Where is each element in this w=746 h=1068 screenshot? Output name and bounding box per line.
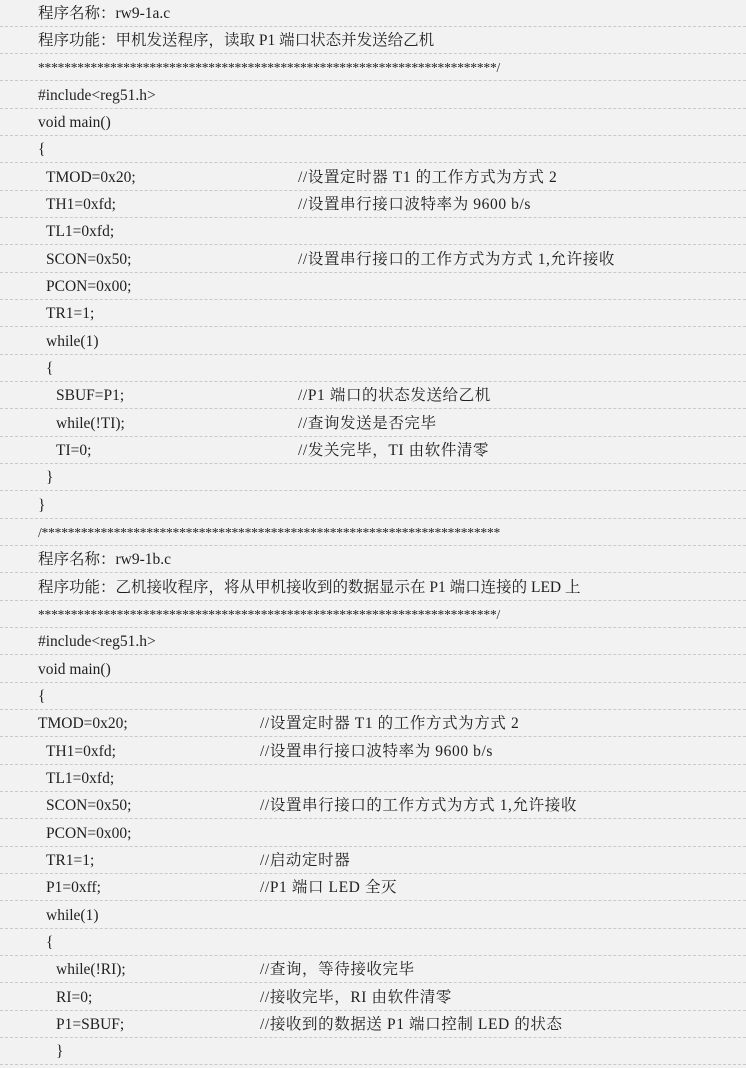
code-comment: //P1 端口的状态发送给乙机 — [298, 387, 491, 404]
code-comment: //设置定时器 T1 的工作方式为方式 2 — [260, 715, 520, 732]
code-line — [0, 218, 746, 245]
code-statement: P1=0xff; — [46, 879, 101, 896]
code-line — [0, 273, 746, 300]
code-statement: SCON=0x50; — [46, 797, 132, 814]
code-comment: //接收完毕，RI 由软件清零 — [260, 989, 452, 1006]
close-brace-line — [0, 492, 746, 519]
code-line — [0, 1011, 746, 1038]
code-statement: P1=SBUF; — [56, 1016, 125, 1033]
comment-stars-line — [0, 54, 746, 81]
code-line — [0, 956, 746, 983]
separator-line — [0, 519, 746, 546]
comment-separator: /********************************************************************** — [38, 525, 501, 540]
code-statement: { — [46, 934, 54, 951]
close-brace: } — [38, 497, 46, 514]
code-statement: TL1=0xfd; — [46, 223, 115, 240]
code-statement: TMOD=0x20; — [38, 715, 128, 732]
code-line — [0, 437, 746, 464]
open-brace-line — [0, 683, 746, 710]
code-comment: //接收到的数据送 P1 端口控制 LED 的状态 — [260, 1016, 563, 1033]
code-statement: TMOD=0x20; — [46, 169, 136, 186]
code-statement: TR1=1; — [46, 852, 95, 869]
code-line — [0, 710, 746, 737]
open-brace: { — [38, 688, 46, 705]
code-line — [0, 847, 746, 874]
code-line — [0, 765, 746, 792]
code-line — [0, 246, 746, 273]
code-line — [0, 1038, 746, 1065]
code-statement: SCON=0x50; — [46, 251, 132, 268]
code-line — [0, 738, 746, 765]
code-statement: TR1=1; — [46, 305, 95, 322]
code-statement: while(1) — [46, 333, 99, 350]
code-statement: while(!RI); — [56, 961, 126, 978]
open-brace: { — [38, 141, 46, 158]
code-line — [0, 355, 746, 382]
code-statement: PCON=0x00; — [46, 278, 132, 295]
code-comment: //查询，等待接收完毕 — [260, 961, 415, 978]
code-statement: { — [46, 360, 54, 377]
code-statement: while(!TI); — [56, 415, 125, 432]
code-comment: //设置定时器 T1 的工作方式为方式 2 — [298, 169, 558, 186]
code-line — [0, 382, 746, 409]
code-comment: //查询发送是否完毕 — [298, 415, 437, 432]
code-statement: RI=0; — [56, 989, 93, 1006]
include-directive: #include<reg51.h> — [38, 87, 156, 104]
code-statement: while(1) — [46, 907, 99, 924]
main-signature-line — [0, 109, 746, 136]
program-name: 程序名称：rw9-1b.c — [38, 551, 172, 568]
program-name-line — [0, 0, 746, 27]
code-line — [0, 929, 746, 956]
program-function: 程序功能：乙机接收程序，将从甲机接收到的数据显示在 P1 端口连接的 LED 上 — [38, 579, 581, 596]
code-comment: //设置串行接口的工作方式为方式 1,允许接收 — [260, 797, 577, 814]
code-comment: //发关完毕，TI 由软件清零 — [298, 442, 490, 459]
include-line — [0, 628, 746, 655]
code-statement: PCON=0x00; — [46, 825, 132, 842]
program-name: 程序名称：rw9-1a.c — [38, 5, 171, 22]
code-line — [0, 902, 746, 929]
code-line — [0, 792, 746, 819]
code-line — [0, 164, 746, 191]
code-statement: TH1=0xfd; — [46, 743, 116, 760]
code-comment: //启动定时器 — [260, 852, 351, 869]
include-directive: #include<reg51.h> — [38, 633, 156, 650]
code-statement: TH1=0xfd; — [46, 196, 116, 213]
code-line — [0, 410, 746, 437]
code-line — [0, 328, 746, 355]
code-line — [0, 984, 746, 1011]
code-line — [0, 300, 746, 327]
code-line — [0, 191, 746, 218]
include-line — [0, 82, 746, 109]
code-line — [0, 874, 746, 901]
code-statement: SBUF=P1; — [56, 387, 125, 404]
program-function-line — [0, 27, 746, 54]
code-comment: //设置串行接口波特率为 9600 b/s — [298, 196, 532, 213]
code-comment: //P1 端口 LED 全灭 — [260, 879, 398, 896]
code-statement: } — [56, 1043, 64, 1060]
main-signature: void main() — [38, 114, 111, 131]
comment-stars-line — [0, 601, 746, 628]
comment-stars: **********************************************************************/ — [38, 607, 501, 622]
main-signature: void main() — [38, 661, 111, 678]
main-signature-line — [0, 656, 746, 683]
code-comment: //设置串行接口波特率为 9600 b/s — [260, 743, 494, 760]
open-brace-line — [0, 136, 746, 163]
code-statement: TI=0; — [56, 442, 92, 459]
code-statement: TL1=0xfd; — [46, 770, 115, 787]
code-line — [0, 464, 746, 491]
code-comment: //设置串行接口的工作方式为方式 1,允许接收 — [298, 251, 615, 268]
code-line — [0, 820, 746, 847]
comment-stars: **********************************************************************/ — [38, 60, 501, 75]
program-name-line — [0, 546, 746, 573]
program-function: 程序功能：甲机发送程序，读取 P1 端口状态并发送给乙机 — [38, 32, 435, 49]
program-function-line — [0, 574, 746, 601]
code-statement: } — [46, 469, 54, 486]
